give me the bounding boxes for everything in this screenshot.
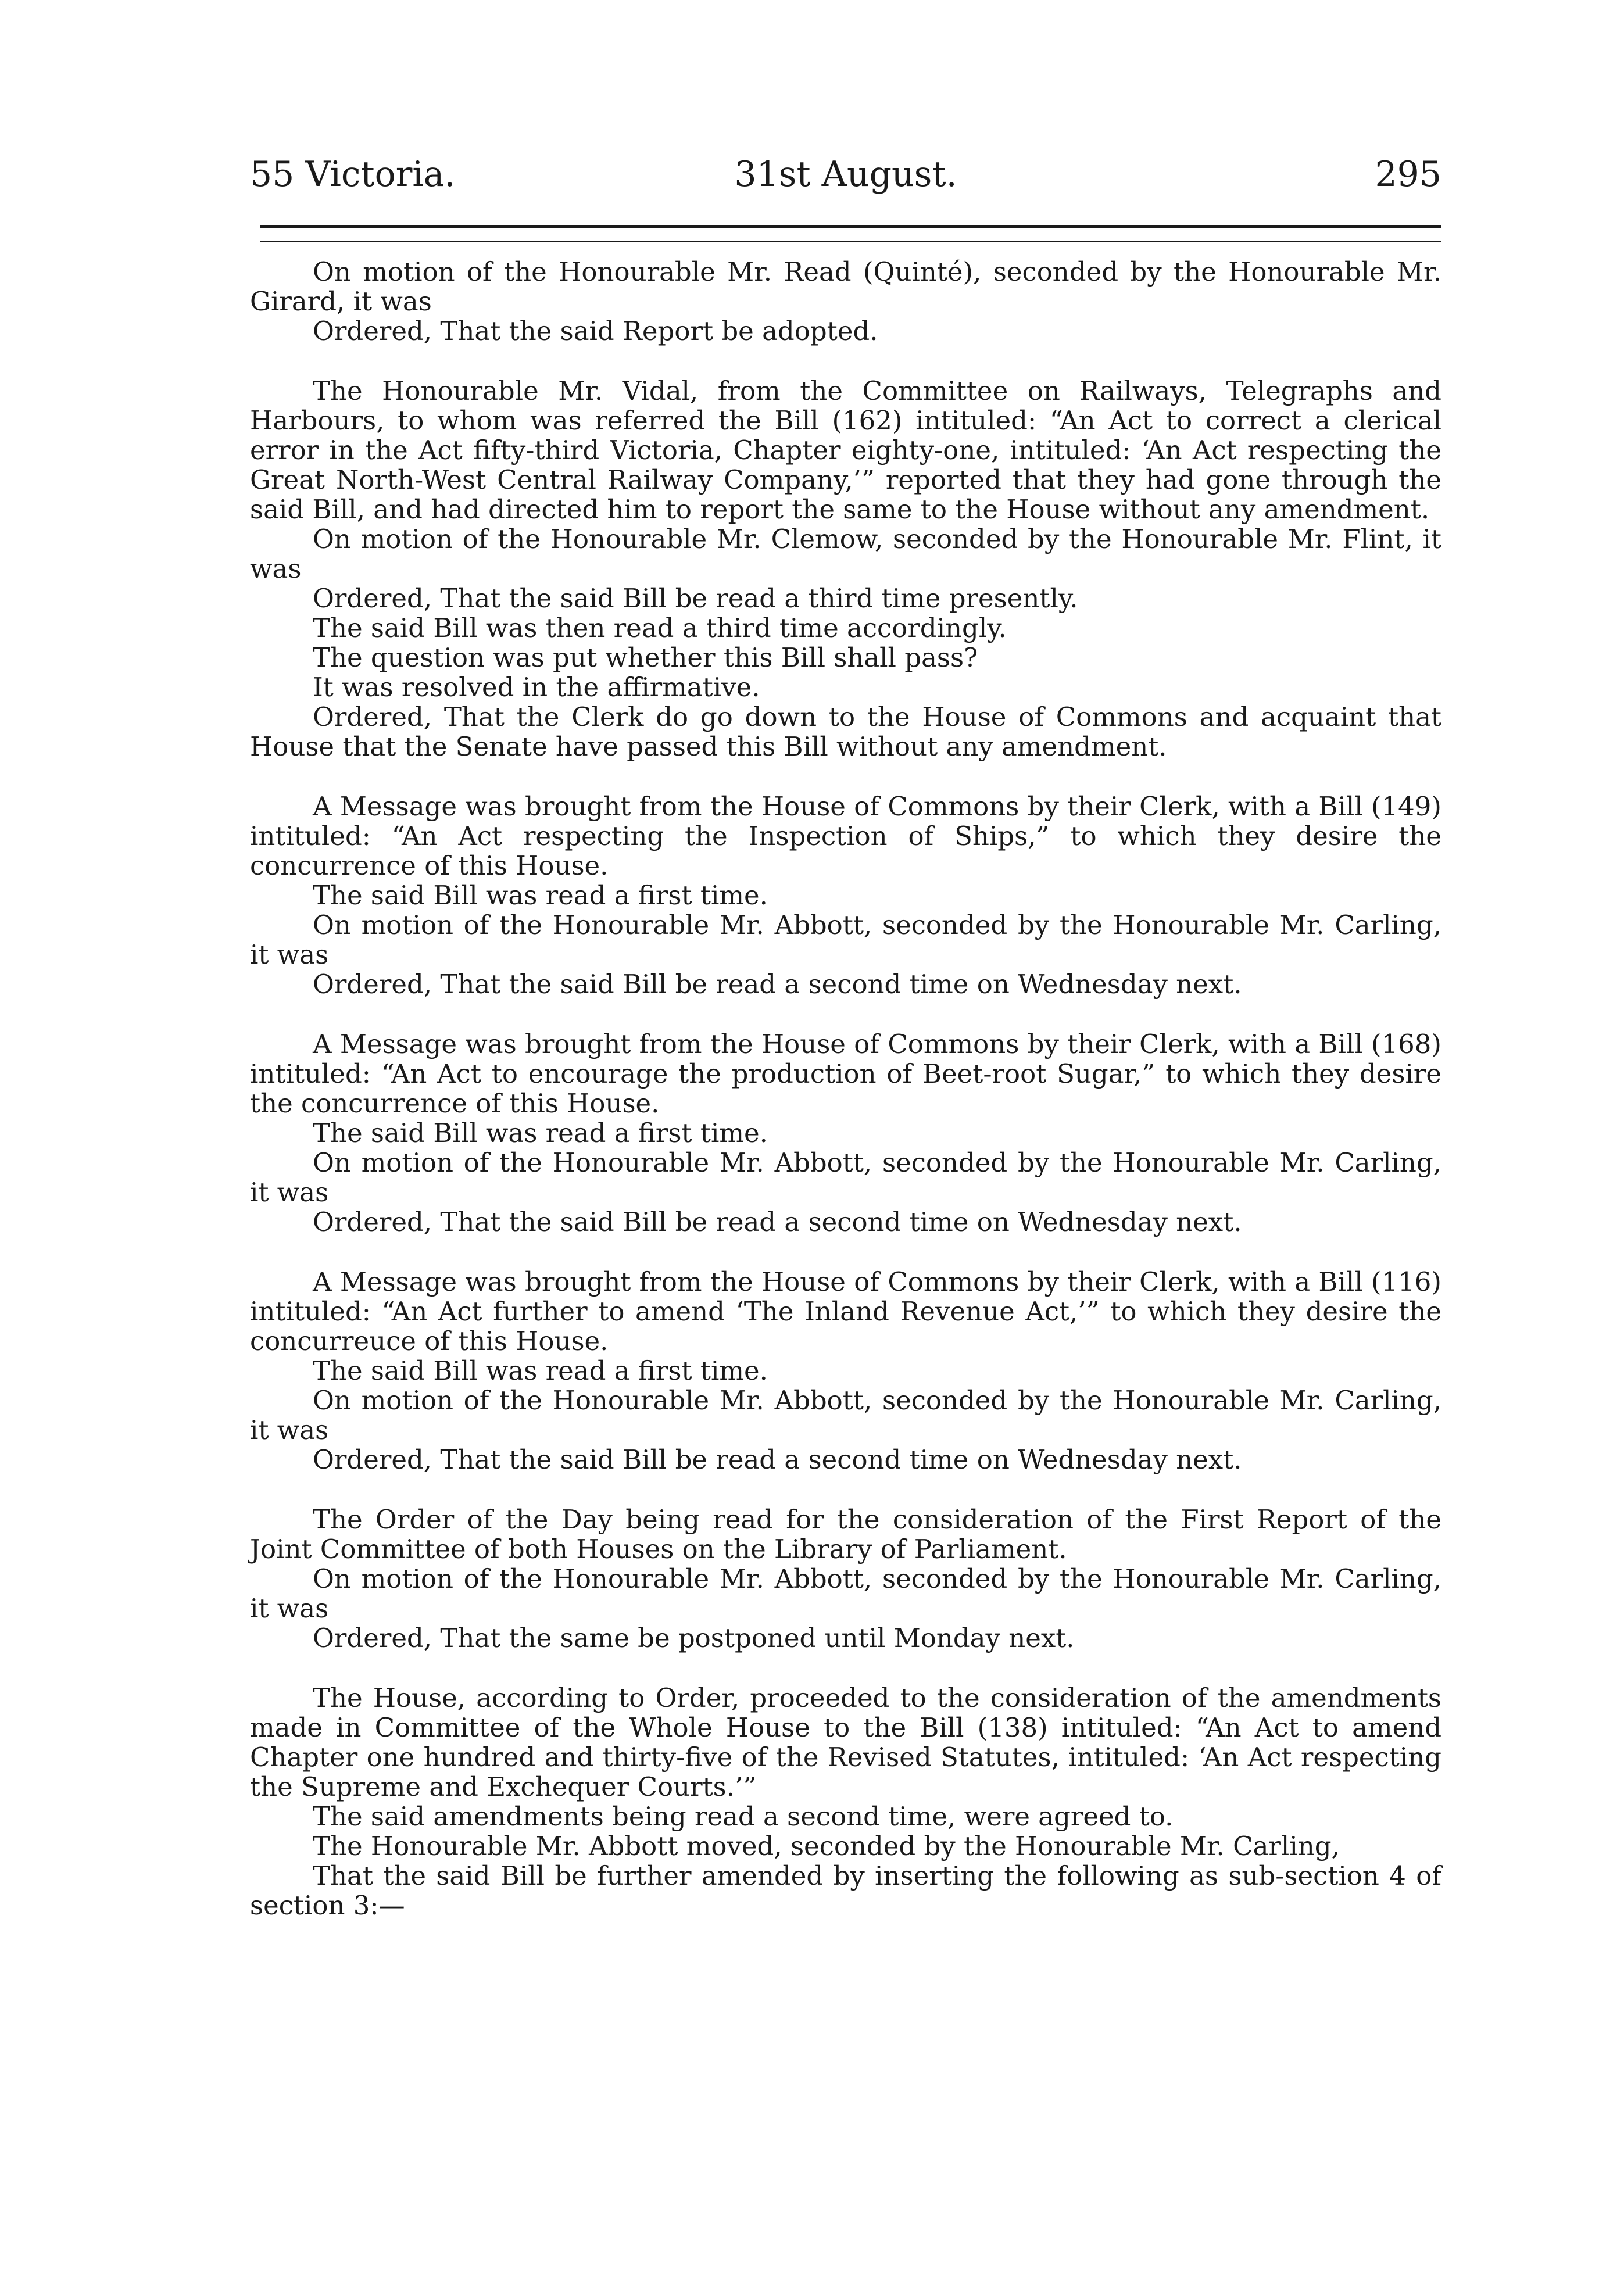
proceeding-paragraph: On motion of the Honourable Mr. Abbott, seconded by the Honourable Mr. Carling, it was	[250, 1147, 1441, 1208]
journal-body	[250, 257, 1441, 1920]
page-header	[250, 148, 1441, 201]
proceeding-paragraph: The said amendments being read a second time, were agreed to.	[313, 1801, 1174, 1832]
proceeding-paragraph: Ordered, That the said Bill be read a third time presently.	[313, 583, 1078, 614]
proceeding-paragraph: Ordered, That the said Report be adopted.	[313, 316, 878, 346]
proceeding-paragraph: On motion of the Honourable Mr. Clemow, seconded by the Honourable Mr. Flint, it was	[250, 524, 1441, 584]
proceeding-paragraph: A Message was brought from the House of Commons by their Clerk, with a Bill (149) intituled: “An Act respecting the Inspection of Ships,” to which they desire the concurrence of this House.	[250, 791, 1441, 881]
proceeding-paragraph: The said Bill was read a first time.	[313, 1118, 768, 1148]
proceeding-paragraph: Ordered, That the said Bill be read a second time on Wednesday next.	[313, 969, 1242, 1000]
proceeding-entry	[250, 1267, 1441, 1474]
proceeding-paragraph: The Order of the Day being read for the consideration of the First Report of the Joint Committee of both Houses on the Library of Parliament.	[250, 1504, 1441, 1565]
proceeding-paragraph: The said Bill was then read a third time accordingly.	[313, 613, 1007, 643]
header-double-rule	[260, 225, 1441, 242]
proceeding-paragraph: On motion of the Honourable Mr. Abbott, seconded by the Honourable Mr. Carling, it was	[250, 1563, 1441, 1624]
proceeding-paragraph: Ordered, That the said Bill be read a second time on Wednesday next.	[313, 1444, 1242, 1475]
proceeding-paragraph: Ordered, That the said Bill be read a second time on Wednesday next.	[313, 1207, 1242, 1237]
proceeding-paragraph: A Message was brought from the House of Commons by their Clerk, with a Bill (168) intituled: “An Act to encourage the production of Beet-root Sugar,” to which they desire the concurrence of this House.	[250, 1029, 1441, 1119]
proceeding-paragraph: That the said Bill be further amended by inserting the following as sub-section 4 of section 3:—	[250, 1860, 1441, 1921]
date-label: 31st August.	[734, 154, 957, 195]
proceeding-paragraph: The Honourable Mr. Abbott moved, seconded by the Honourable Mr. Carling,	[313, 1831, 1340, 1861]
proceeding-paragraph: On motion of the Honourable Mr. Abbott, seconded by the Honourable Mr. Carling, it was	[250, 1385, 1441, 1445]
proceeding-paragraph: A Message was brought from the House of Commons by their Clerk, with a Bill (116) intituled: “An Act further to amend ‘The Inland Revenue Act,’” to which they desire the concurreuce of this House.	[250, 1266, 1441, 1356]
proceeding-paragraph: The question was put whether this Bill shall pass?	[313, 642, 978, 673]
proceeding-entry	[250, 1029, 1441, 1237]
proceeding-entry	[250, 792, 1441, 999]
proceeding-paragraph: Ordered, That the Clerk do go down to the House of Commons and acquaint that House that the Senate have passed this Bill without any amendment.	[250, 701, 1441, 762]
proceeding-paragraph: The House, according to Order, proceeded to the consideration of the amendments made in Committee of the Whole House to the Bill (138) intituled: “An Act to amend Chapter one hundred and thirty-five of the Revised Statutes, intituled: ‘An Act respecting the Supreme and Exchequer Courts.’”	[250, 1682, 1441, 1802]
proceeding-paragraph: The said Bill was read a first time.	[313, 1355, 768, 1386]
proceeding-paragraph: Ordered, That the same be postponed until Monday next.	[313, 1623, 1075, 1653]
proceeding-entry	[250, 1683, 1441, 1920]
proceeding-paragraph: The Honourable Mr. Vidal, from the Committee on Railways, Telegraphs and Harbours, to whom was referred the Bill (162) intituled: “An Act to correct a clerical error in the Act fifty-third Victoria, Chapter eighty-one, intituled: ‘An Act respecting the Great North-West Central Railway Company,’” reported that they had gone through the said Bill, and had directed him to report the same to the House without any amendment.	[250, 375, 1441, 525]
proceeding-paragraph: On motion of the Honourable Mr. Abbott, seconded by the Honourable Mr. Carling, it was	[250, 910, 1441, 970]
proceeding-paragraph: The said Bill was read a first time.	[313, 880, 768, 911]
proceeding-paragraph: On motion of the Honourable Mr. Read (Quinté), seconded by the Honourable Mr. Girard, it was	[250, 256, 1441, 317]
proceeding-entry	[250, 257, 1441, 346]
page-number: 295	[1375, 154, 1441, 195]
journal-page	[250, 148, 1441, 1950]
proceeding-entry	[250, 376, 1441, 761]
proceeding-paragraph: It was resolved in the affirmative.	[313, 672, 760, 703]
proceeding-entry	[250, 1505, 1441, 1653]
session-label: 55 Victoria.	[250, 154, 456, 195]
